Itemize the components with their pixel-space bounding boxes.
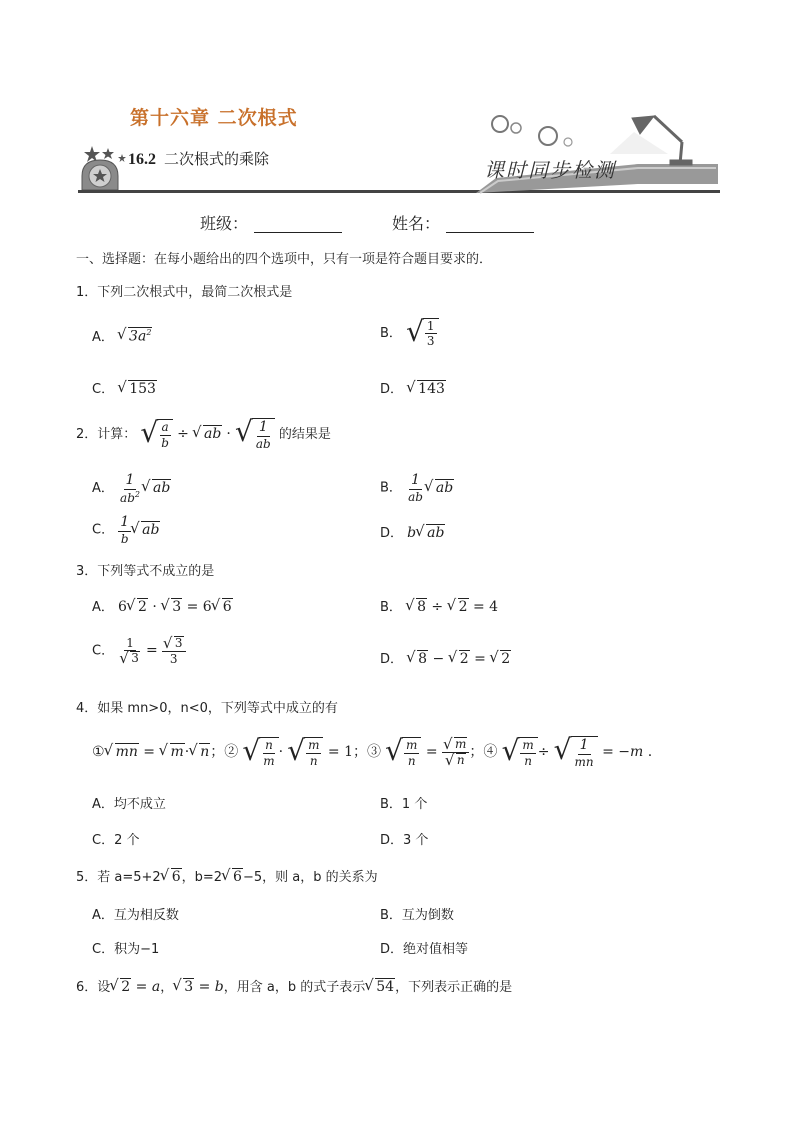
- option-letter: A．: [92, 600, 114, 615]
- q1-c-radicand: 153: [129, 381, 156, 397]
- option-letter: B．: [380, 600, 402, 615]
- section-number: 16.2: [128, 151, 156, 168]
- section-instructions: 一、选择题：在每小题给出的四个选项中，只有一项是符合题目要求的．: [76, 252, 493, 267]
- name-field: [392, 211, 534, 234]
- question-3-stem: 3．下列等式不成立的是: [76, 564, 215, 579]
- option-letter: B．: [380, 325, 402, 341]
- q2-suffix: 的结果是: [278, 427, 331, 443]
- question-5-stem: 5．若 a=5+2√ 6，b=2√ 6−5，则 a，b 的关系为: [76, 866, 378, 885]
- name-blank[interactable]: [446, 216, 534, 233]
- q3-option-c[interactable]: C． 1 √ 3 = √ $\frac{3}{3}$: [92, 636, 186, 666]
- q6-part-a: 6．设: [76, 980, 111, 995]
- q6-part-d: ，下列表示正确的是: [395, 980, 513, 995]
- bubble-icon: [564, 138, 572, 146]
- q4-option-a[interactable]: A．均不成立: [92, 797, 166, 812]
- q5-option-c[interactable]: C．积为−1: [92, 942, 160, 957]
- q4-option-b[interactable]: B．1 个: [380, 797, 428, 812]
- q4-option-d[interactable]: D．3 个: [380, 833, 429, 848]
- q5-mid: ，b=2: [181, 870, 223, 885]
- option-letter: A．: [92, 481, 114, 497]
- q1-option-b[interactable]: B． √ $\frac{1}{3}$: [380, 318, 439, 349]
- question-6-stem: 6．设√ 2 = a，√ 3 = b，用含 a，b 的式子表示√ 54，下列表示正确的是: [76, 976, 512, 995]
- q4-option-c[interactable]: C．2 个: [92, 833, 140, 848]
- option-letter: D．: [380, 652, 404, 667]
- q3-option-b[interactable]: B． √ 8 ÷ √ 2 = 4: [380, 596, 498, 615]
- q2-expression: √ $\frac{a}{b}$: [140, 419, 173, 450]
- q1-option-a[interactable]: [92, 326, 152, 345]
- q2-option-a[interactable]: A． $\frac{1}{ab^2}$ √ ab: [92, 472, 171, 505]
- bubble-icon: [539, 127, 557, 145]
- page-stamp: 课时同步检测: [484, 158, 616, 182]
- q3-option-a[interactable]: A． 6√ 2 · √ 3 = 6√ 6: [92, 596, 233, 615]
- chapter-title: 第十六章 二次根式: [130, 107, 298, 129]
- class-label: 班级：: [200, 214, 249, 233]
- q1-a-exponent: 2: [146, 328, 152, 338]
- bubble-icon: [492, 116, 508, 132]
- section-heading: [128, 148, 269, 169]
- q2-option-b[interactable]: B． $\frac{1}{ab}$ √ ab: [380, 472, 454, 504]
- option-letter: C．: [92, 522, 115, 538]
- q5-option-b[interactable]: B．互为倒数: [380, 908, 454, 923]
- q1-d-radicand: 143: [418, 381, 445, 397]
- question-1-stem: 1．下列二次根式中，最简二次根式是: [76, 285, 293, 300]
- bubble-icon: [511, 123, 521, 133]
- option-letter: B．: [380, 480, 402, 496]
- class-blank[interactable]: [254, 216, 342, 233]
- option-letter: A．: [92, 330, 114, 345]
- option-letter: D．: [380, 382, 404, 397]
- option-letter: C．: [92, 382, 115, 397]
- q5-option-a[interactable]: A．互为相反数: [92, 908, 179, 923]
- q5-suffix: −5，则 a，b 的关系为: [242, 870, 378, 885]
- q1-option-c[interactable]: [92, 378, 157, 397]
- star-icon: [102, 148, 114, 159]
- q6-part-b: ，: [160, 980, 174, 995]
- option-letter: D．: [380, 526, 404, 541]
- option-letter: C．: [92, 643, 115, 659]
- star-icon: [118, 154, 126, 162]
- q1-b-denominator: 3: [426, 334, 435, 349]
- q5-option-d[interactable]: D．绝对值相等: [380, 942, 469, 957]
- q1-b-numerator: 1: [426, 319, 435, 333]
- q5-prefix: 5．若 a=5+2: [76, 870, 161, 885]
- q1-a-radicand: 3a: [129, 329, 147, 345]
- q3-option-d[interactable]: D． √ 8 − √ 2 = √ 2: [380, 648, 511, 667]
- q2-option-c[interactable]: C． $\frac{1}{b}$ √ ab: [92, 514, 160, 546]
- q4-statements: ①√ mn = √ m·√ n；② √ $\frac{n}{m}$ · √ $\frac{m}{n}$ = 1；③ √ $\frac{m}{n}$ = √ m √ n ；④ √ $\frac{m}{n}$ ÷ √ $\frac{1}{mn}$ = −m .: [92, 736, 652, 769]
- question-2-stem: 2．计算： √ $\frac{a}{b}$ ÷ √ ab · √ $\frac{1}{ab}$ 的结果是: [76, 418, 331, 451]
- q6-part-c: ，用含 a，b 的式子表示: [223, 980, 366, 995]
- section-title: 二次根式的乘除: [164, 150, 270, 168]
- q1-option-d[interactable]: [380, 378, 446, 397]
- name-label: 姓名：: [392, 214, 441, 233]
- q2-prefix: 2．计算：: [76, 427, 137, 443]
- class-field: [200, 211, 342, 234]
- q2-option-d[interactable]: D． b√ ab: [380, 522, 445, 541]
- question-4-stem: 4．如果 mn>0，n<0，下列等式中成立的有: [76, 701, 338, 716]
